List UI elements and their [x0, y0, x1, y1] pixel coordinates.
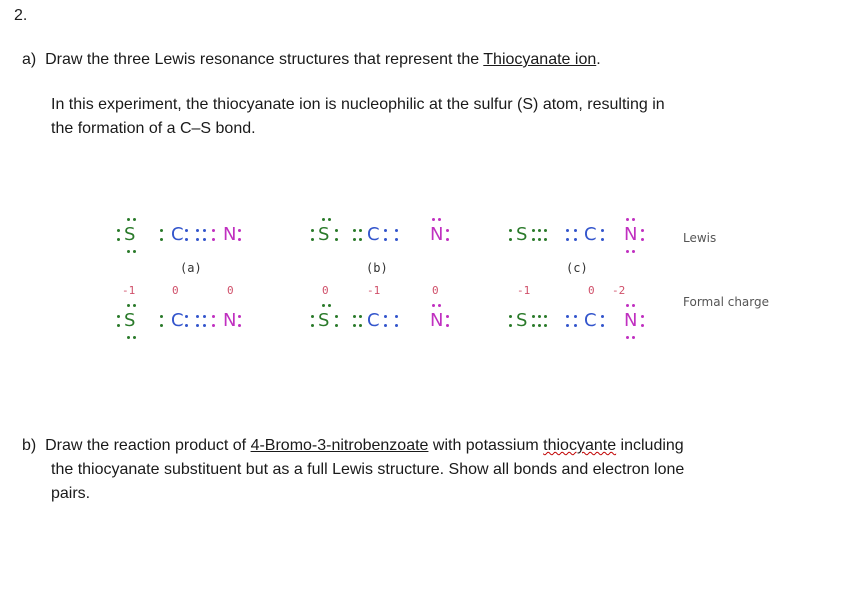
formal-charge-row-label: Formal charge [683, 295, 770, 309]
part-a-text: Draw the three Lewis resonance structures that represent the [45, 51, 484, 68]
part-b-line-1 [22, 434, 684, 458]
atom-c-a: C [171, 224, 184, 245]
question-number: 2. [14, 7, 28, 24]
atom-s-b2: S [318, 310, 330, 331]
structure-label-c: (c) [566, 261, 588, 275]
part-b-text-prefix: Draw the reaction product of [45, 437, 251, 454]
atom-s-c: S [516, 224, 528, 245]
part-b-text-mid: with potassium [428, 437, 544, 454]
part-a-label: a) [22, 51, 37, 68]
atom-n-c2: N [624, 310, 638, 331]
atom-n-a2: N [223, 310, 237, 331]
atom-c-b2: C [367, 310, 380, 331]
atom-s-a: S [124, 224, 136, 245]
atom-c-c: C [584, 224, 597, 245]
formal-charge-b-n: 0 [432, 284, 439, 297]
reagent-misspelled: thiocyante [543, 437, 617, 454]
atom-c-c2: C [584, 310, 597, 331]
part-b-line-2: the thiocyanate substituent but as a full Lewis structure. Show all bonds and electron lone [51, 461, 685, 478]
formal-charge-a-c: 0 [172, 284, 179, 297]
part-b-text-suffix: including [616, 437, 684, 454]
formal-charge-c-c: 0 [588, 284, 595, 297]
part-a-period: . [596, 51, 601, 68]
atom-s-a2: S [124, 310, 136, 331]
structure-label-b: (b) [366, 261, 388, 275]
note-line-2: the formation of a C–S bond. [51, 120, 256, 137]
formal-charge-c-s: -1 [517, 284, 531, 297]
thiocyanate-ion-link[interactable]: Thiocyanate ion [483, 51, 597, 68]
formal-charge-a-n: 0 [227, 284, 234, 297]
lewis-row-label: Lewis [683, 231, 717, 245]
formal-charge-b-s: 0 [322, 284, 329, 297]
note-line-1: In this experiment, the thiocyanate ion is nucleophilic at the sulfur (S) atom, resulting in [51, 96, 665, 113]
atom-c-b: C [367, 224, 380, 245]
formal-charge-c-n: -2 [612, 284, 626, 297]
compound-link[interactable]: 4-Bromo-3-nitrobenzoate [250, 437, 429, 454]
formal-charge-a-s: -1 [122, 284, 136, 297]
structure-label-a: (a) [180, 261, 202, 275]
part-a-prompt [22, 48, 601, 72]
formal-charge-b-c: -1 [367, 284, 381, 297]
atom-n-b: N [430, 224, 444, 245]
atom-s-b: S [318, 224, 330, 245]
atom-n-b2: N [430, 310, 444, 331]
part-b-label: b) [22, 437, 37, 454]
part-b-line-3: pairs. [51, 485, 91, 502]
atom-c-a2: C [171, 310, 184, 331]
atom-s-c2: S [516, 310, 528, 331]
atom-n-c: N [624, 224, 638, 245]
atom-n-a: N [223, 224, 237, 245]
